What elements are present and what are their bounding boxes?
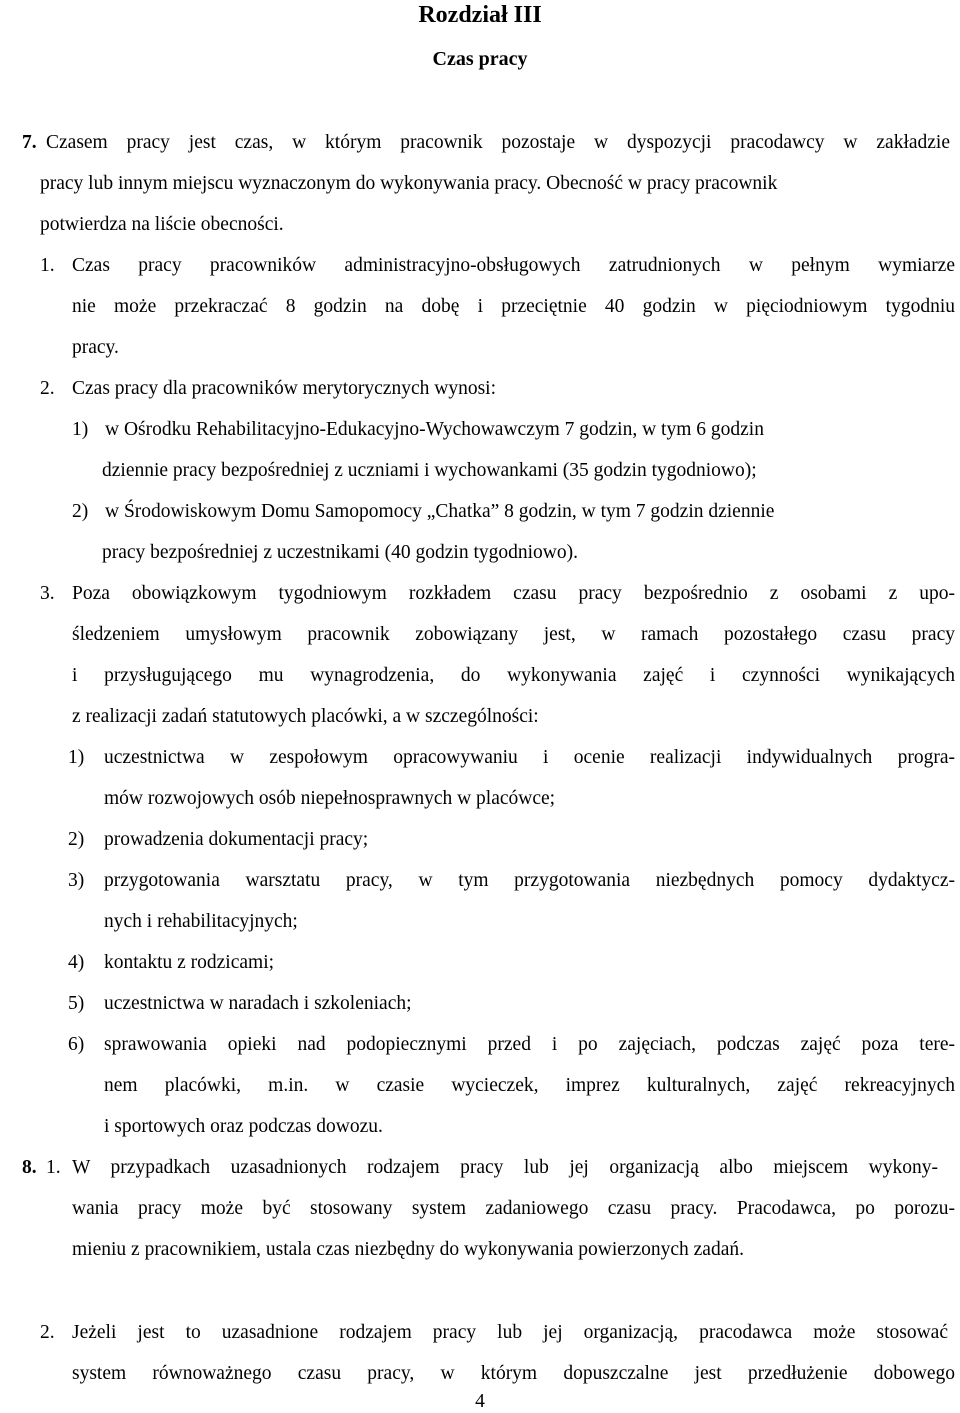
paragraph-text-line: mieniu z pracownikiem, ustala czas niezbędny do wykonywania powierzonych zadań. xyxy=(72,1239,744,1260)
paragraph-number: 1. xyxy=(40,255,55,276)
paragraph-number: 2. xyxy=(40,1322,55,1343)
section-7-text-line: Czasem pracy jest czas, w którym pracownik pozostaje w dyspozycji pracodawcy w zakładzie xyxy=(46,132,950,153)
paragraph-text-line: Czas pracy dla pracowników merytorycznych wynosi: xyxy=(72,378,496,399)
list-item-text-line: nem placówki, m.in. w czasie wycieczek, imprez kulturalnych, zajęć rekreacyjnych xyxy=(104,1075,955,1096)
paragraph-text-line: pracy. xyxy=(72,337,119,358)
list-item-text-line: nych i rehabilitacyjnych; xyxy=(104,911,298,932)
paragraph-text-line: Czas pracy pracowników administracyjno-obsługowych zatrudnionych w pełnym wymiarze xyxy=(72,255,955,276)
chapter-title: Rozdział III xyxy=(418,2,542,28)
list-item-text-line: w Środowiskowym Domu Samopomocy „Chatka” 8 godzin, w tym 7 godzin dziennie xyxy=(105,501,775,522)
list-item-number: 1) xyxy=(68,747,85,768)
list-item-text-line: sprawowania opieki nad podopiecznymi przed i po zajęciach, podczas zajęć poza tere- xyxy=(104,1034,955,1055)
list-item-text-line: i sportowych oraz podczas dowozu. xyxy=(104,1116,383,1137)
section-8-number: 8. xyxy=(22,1157,37,1178)
paragraph-text-line: Poza obowiązkowym tygodniowym rozkładem czasu pracy bezpośrednio z osobami z upo- xyxy=(72,583,955,604)
list-item-number: 5) xyxy=(68,993,85,1014)
list-item-text-line: uczestnictwa w naradach i szkoleniach; xyxy=(104,993,412,1014)
list-item-number: 2) xyxy=(68,829,85,850)
paragraph-text-line: wania pracy może być stosowany system zadaniowego czasu pracy. Pracodawca, po porozu- xyxy=(72,1198,955,1219)
list-item-text-line: prowadzenia dokumentacji pracy; xyxy=(104,829,369,850)
list-item-number: 1) xyxy=(72,419,89,440)
section-7-text-line: potwierdza na liście obecności. xyxy=(40,214,284,235)
paragraph-number: 3. xyxy=(40,583,55,604)
paragraph-text-line: śledzeniem umysłowym pracownik zobowiązany jest, w ramach pozostałego czasu pracy xyxy=(72,624,955,645)
paragraph-text-line: W przypadkach uzasadnionych rodzajem pracy lub jej organizacją albo miejscem wykony- xyxy=(72,1157,938,1178)
section-7-text-line: pracy lub innym miejscu wyznaczonym do wykonywania pracy. Obecność w pracy pracownik xyxy=(40,173,778,194)
chapter-subtitle: Czas pracy xyxy=(432,48,528,70)
paragraph-text-line: system równoważnego czasu pracy, w którym dopuszczalne jest przedłużenie dobowego xyxy=(72,1363,955,1384)
paragraph-number: 1. xyxy=(46,1157,61,1178)
paragraph-number: 2. xyxy=(40,378,55,399)
list-item-text-line: mów rozwojowych osób niepełnosprawnych w placówce; xyxy=(104,788,556,809)
paragraph-text-line: z realizacji zadań statutowych placówki, a w szczególności: xyxy=(72,706,539,727)
section-7-number: 7. xyxy=(22,132,37,153)
paragraph-text-line: i przysługującego mu wynagrodzenia, do wykonywania zajęć i czynności wynikających xyxy=(72,665,955,686)
paragraph-text-line: nie może przekraczać 8 godzin na dobę i przeciętnie 40 godzin w pięciodniowym tygodniu xyxy=(72,296,955,317)
list-item-text-line: pracy bezpośredniej z uczestnikami (40 godzin tygodniowo). xyxy=(102,542,578,563)
list-item-number: 2) xyxy=(72,501,89,522)
paragraph-text-line: Jeżeli jest to uzasadnione rodzajem pracy lub jej organizacją, pracodawca może stosować xyxy=(72,1322,948,1343)
list-item-text-line: przygotowania warsztatu pracy, w tym przygotowania niezbędnych pomocy dydaktycz- xyxy=(104,870,955,891)
list-item-text-line: uczestnictwa w zespołowym opracowywaniu i ocenie realizacji indywidualnych progra- xyxy=(104,747,955,768)
list-item-number: 6) xyxy=(68,1034,85,1055)
list-item-text-line: kontaktu z rodzicami; xyxy=(104,952,275,973)
list-item-text-line: dziennie pracy bezpośredniej z uczniami i wychowankami (35 godzin tygodniowo); xyxy=(102,460,757,481)
list-item-number: 4) xyxy=(68,952,85,973)
list-item-number: 3) xyxy=(68,870,85,891)
list-item-text-line: w Ośrodku Rehabilitacyjno-Edukacyjno-Wychowawczym 7 godzin, w tym 6 godzin xyxy=(105,419,764,440)
page-number: 4 xyxy=(475,1391,485,1412)
